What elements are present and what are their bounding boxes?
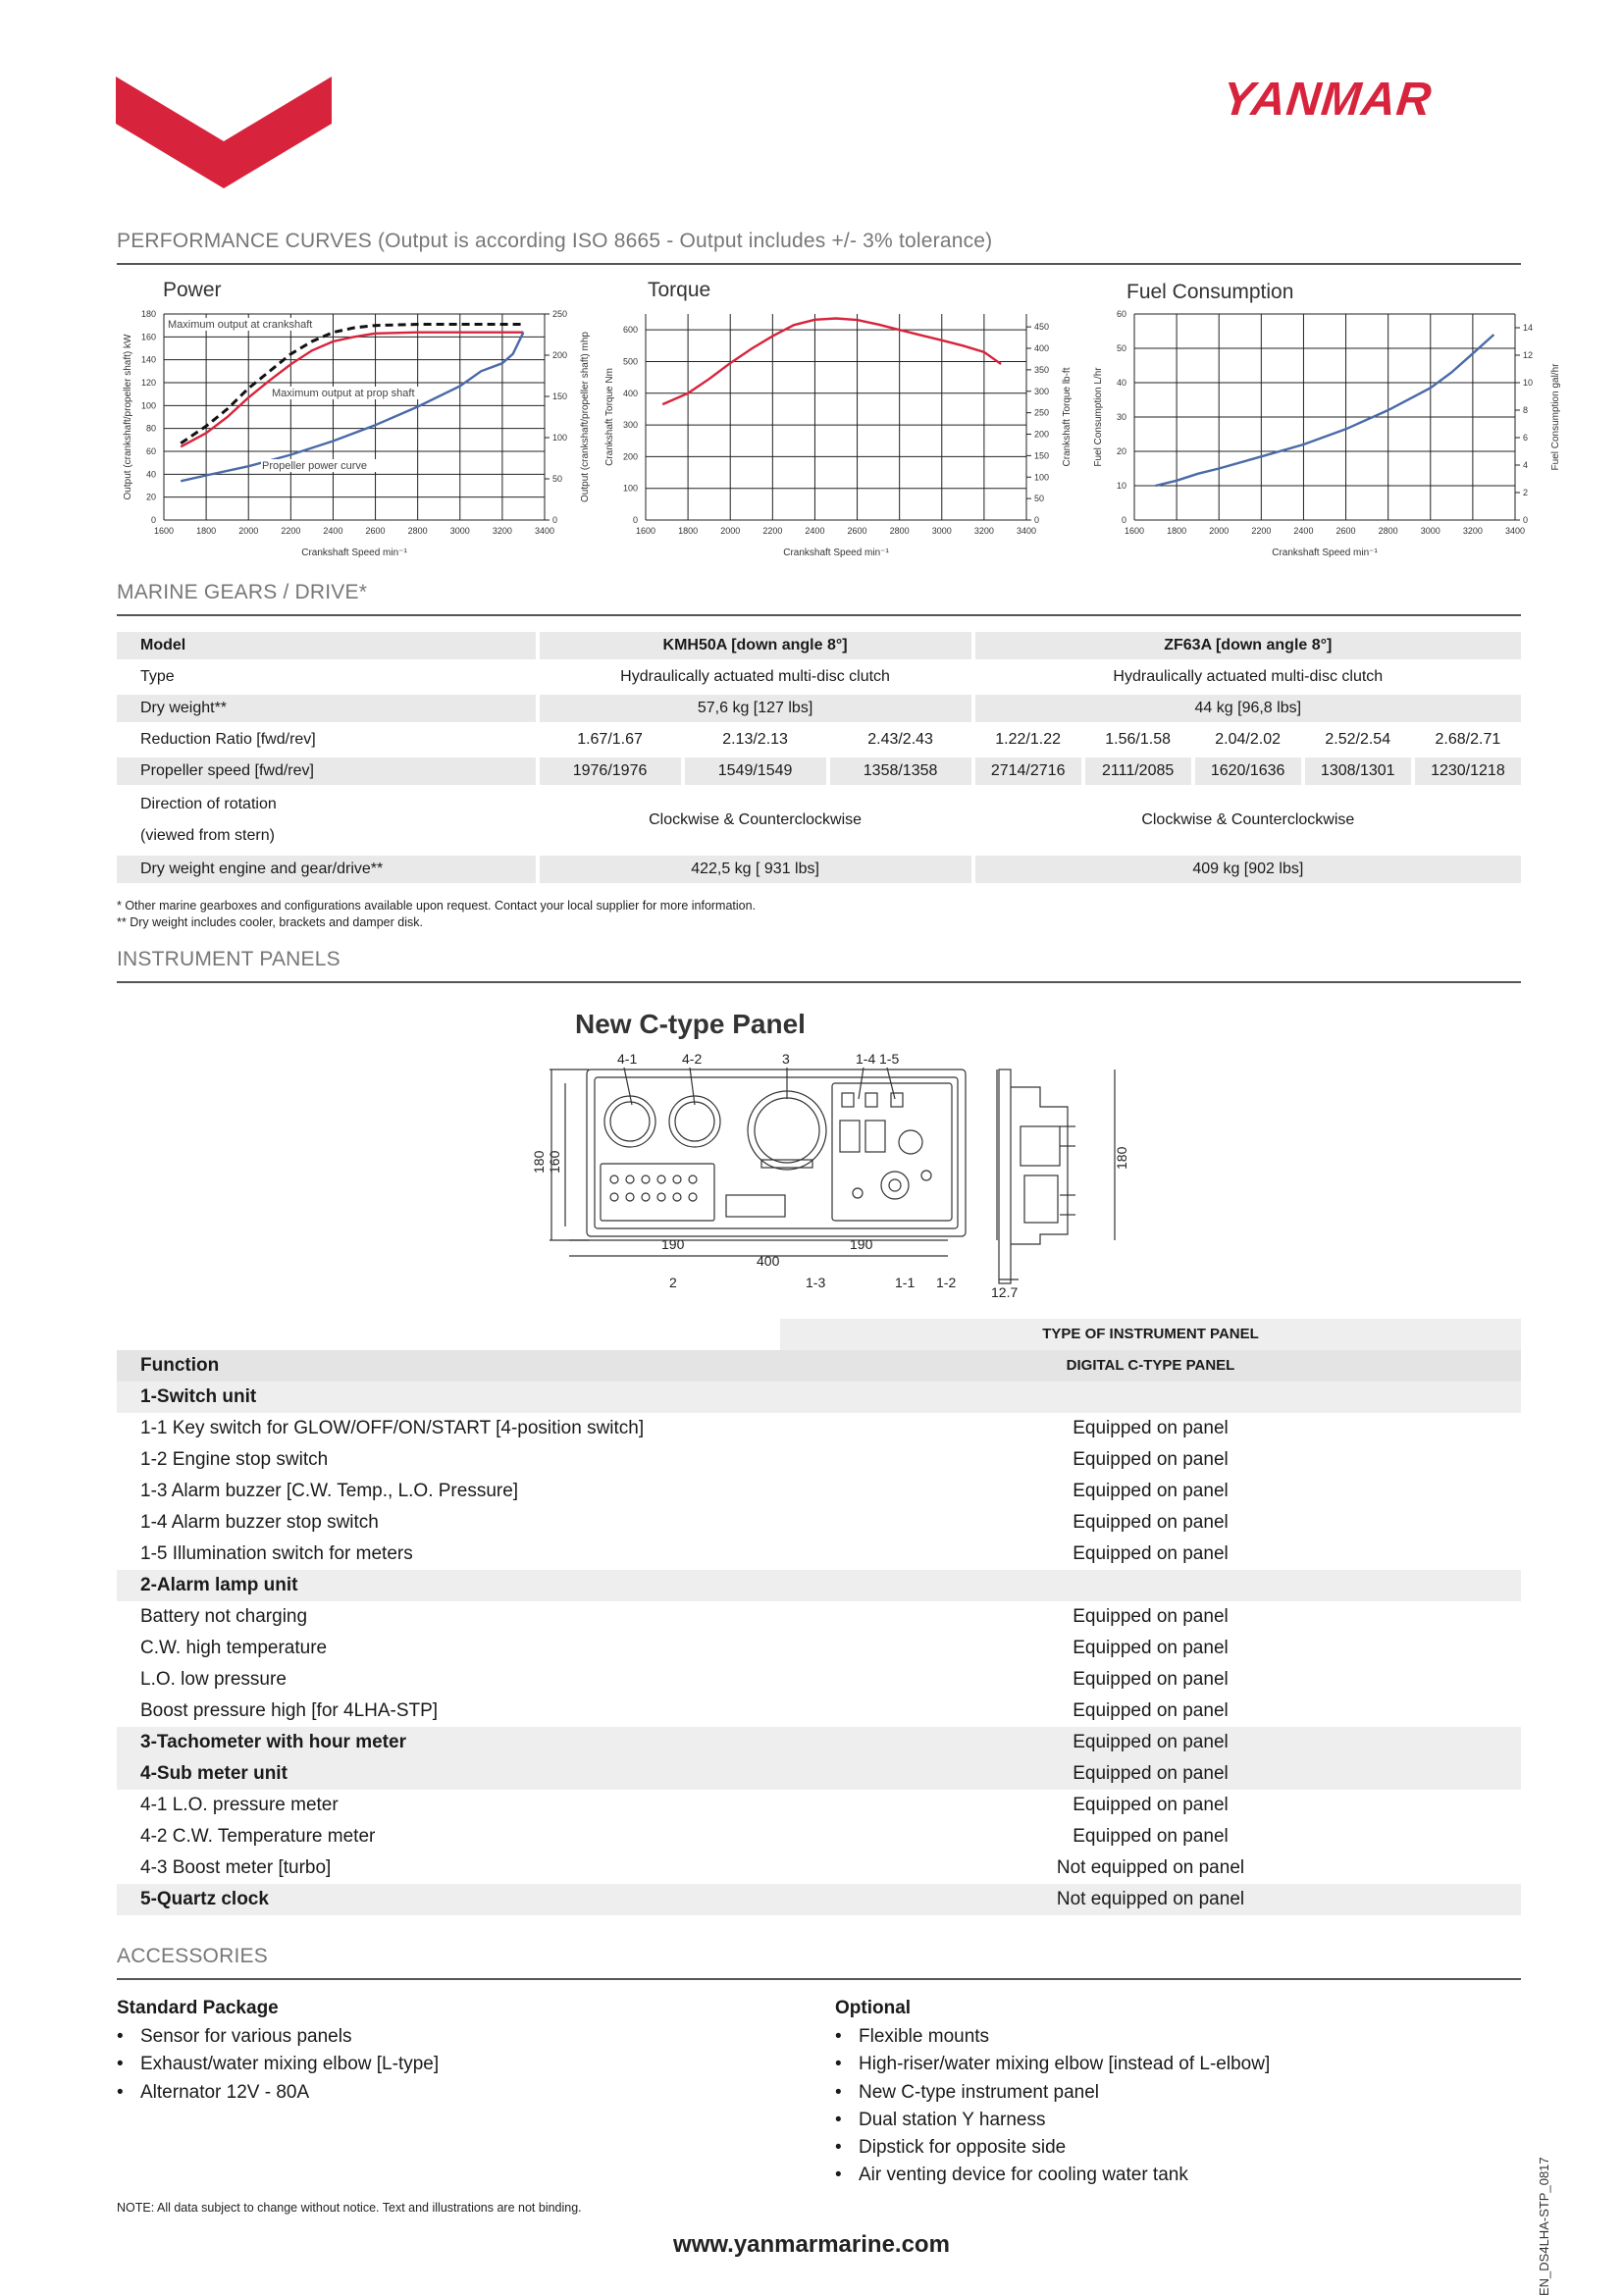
instrument-function: L.O. low pressure [140,1669,287,1690]
prop-speed-value: 1620/1636 [1195,757,1301,785]
gears-table [113,628,1525,887]
y-tick-label: 500 [622,356,638,367]
instrument-function: 5-Quartz clock [140,1889,269,1909]
gears-divider [117,614,1521,616]
x-tick-label: 2000 [720,526,741,536]
x-tick-label: 2400 [805,526,825,536]
chart-annotation: Maximum output at crankshaft [168,319,313,331]
x-axis-title: Crankshaft Speed min⁻¹ [301,548,407,558]
instrument-function: 4-2 C.W. Temperature meter [140,1826,376,1847]
y-tick-label: 160 [140,332,156,342]
prop-speed-value: 1358/1358 [830,757,971,785]
y-tick-label: 60 [145,446,156,456]
instrument-function: 4-Sub meter unit [140,1763,288,1784]
optional-item: • Air venting device for cooling water tank [835,2162,1270,2189]
fuel-chart-title: Fuel Consumption [1126,281,1294,303]
model-zf63a: ZF63A [down angle 8°] [975,632,1521,659]
callout-1-2: 1-2 [936,1275,957,1290]
instrument-function: 1-1 Key switch for GLOW/OFF/ON/START [4-position switch] [140,1418,645,1438]
dry-weight-kmh50a: 57,6 kg [127 lbs] [540,695,971,722]
chart-annotation: Propeller power curve [262,460,367,472]
y-tick-label: 140 [140,354,156,365]
callout-3: 3 [782,1051,790,1067]
gears-section-title: MARINE GEARS / DRIVE* [117,581,368,603]
optional-item: • High-riser/water mixing elbow [instead of L-elbow] [835,2051,1270,2078]
ratio-value: 2.43/2.43 [867,731,933,748]
y-right-tick-label: 10 [1523,378,1534,388]
ratio-value: 2.52/2.54 [1325,731,1391,748]
callout-1-1: 1-1 [895,1275,916,1290]
x-tick-label: 2800 [407,526,428,536]
optional-list [835,2023,1270,2190]
gears-row-prop-speed [117,757,1521,785]
prop-speed-value: 2111/2085 [1085,757,1191,785]
instrument-function: 1-5 Illumination switch for meters [140,1543,413,1564]
direction-label-line1: Direction of rotation [140,796,277,812]
performance-divider [117,263,1521,265]
power-chart [117,300,591,565]
instrument-row [117,1727,1521,1758]
dim-160: 160 [547,1150,562,1174]
direction-label-line2: (viewed from stern) [140,827,275,844]
y-right-tick-label: 150 [552,391,568,401]
y-right-tick-label: 150 [1034,450,1050,461]
callout-1-5: 1-5 [879,1051,900,1067]
ratio-label: Reduction Ratio [fwd/rev] [140,731,316,748]
instrument-availability: Not equipped on panel [1056,1857,1245,1878]
y-right-tick-label: 2 [1523,488,1529,497]
y-right-tick-label: 300 [1034,386,1050,396]
type-of-panel-header: TYPE OF INSTRUMENT PANEL [780,1319,1521,1350]
footer-note: NOTE: All data subject to change without notice. Text and illustrations are not binding. [117,2201,582,2215]
instruments-section-title: INSTRUMENT PANELS [117,948,340,970]
x-tick-label: 2200 [281,526,301,536]
instrument-row [117,1539,1521,1570]
y-tick-label: 30 [1116,412,1126,422]
y-tick-label: 40 [1116,378,1126,388]
x-tick-label: 3000 [449,526,470,536]
y-right-tick-label: 100 [1034,472,1050,483]
callout-2: 2 [669,1275,677,1290]
instrument-availability: Not equipped on panel [1056,1889,1245,1909]
y-tick-label: 60 [1116,309,1126,319]
x-tick-label: 3200 [973,526,994,536]
chart-annotation: Maximum output at prop shaft [272,388,415,399]
prop-speed-value: 2714/2716 [975,757,1081,785]
type-kmh50a: Hydraulically actuated multi-disc clutch [620,668,890,685]
x-tick-label: 2800 [1378,526,1398,536]
instrument-availability: Equipped on panel [1073,1700,1229,1721]
website-link[interactable]: www.yanmarmarine.com [673,2231,950,2258]
ratio-value: 2.68/2.71 [1435,731,1501,748]
x-tick-label: 2400 [1293,526,1314,536]
instrument-function: 3-Tachometer with hour meter [140,1732,406,1752]
y-tick-label: 120 [140,378,156,388]
gears-row-direction [117,789,1521,852]
optional-item: • Dual station Y harness [835,2107,1270,2134]
x-tick-label: 3400 [1016,526,1037,536]
x-tick-label: 1800 [1167,526,1187,536]
prop-speed-value: 1549/1549 [685,757,826,785]
dim-400: 400 [757,1253,780,1269]
instrument-availability: Equipped on panel [1073,1638,1229,1658]
instrument-row [117,1413,1521,1444]
gears-row-dry-weight [117,695,1521,722]
total-weight-label: Dry weight engine and gear/drive** [117,856,536,883]
y-right-tick-label: 450 [1034,322,1050,333]
instrument-row [117,1852,1521,1884]
model-label: Model [117,632,536,659]
y-right-tick-label: 0 [1034,515,1040,525]
x-tick-label: 1600 [1124,526,1145,536]
instrument-availability: Equipped on panel [1073,1669,1229,1690]
instrument-row [117,1884,1521,1915]
standard-item: • Sensor for various panels [117,2023,439,2051]
dim-180-right: 180 [1114,1146,1129,1170]
prop-speed-value: 1976/1976 [540,757,681,785]
instrument-function: Boost pressure high [for 4LHA-STP] [140,1700,439,1721]
power-chart-title: Power [163,279,222,301]
y-tick-label: 20 [145,492,156,502]
instrument-row [117,1476,1521,1507]
gears-row-type [117,663,1521,691]
y-right-tick-label: 6 [1523,433,1529,443]
instrument-row [117,1790,1521,1821]
y-tick-label: 10 [1116,481,1126,491]
x-axis-title: Crankshaft Speed min⁻¹ [783,548,889,558]
instrument-availability: Equipped on panel [1073,1449,1229,1470]
instruments-divider [117,981,1521,983]
y-right-tick-label: 4 [1523,460,1529,470]
instrument-availability: Equipped on panel [1073,1512,1229,1533]
x-tick-label: 2800 [889,526,910,536]
y-tick-label: 180 [140,309,156,319]
x-tick-label: 3000 [931,526,952,536]
y-tick-label: 40 [145,469,156,480]
standard-item: • Exhaust/water mixing elbow [L-type] [117,2051,439,2078]
ratio-value: 1.67/1.67 [577,731,643,748]
gears-footnote-1: * Other marine gearboxes and configurations available upon request. Contact your local supplier for more information. [117,899,757,913]
y-right-tick-label: 250 [1034,407,1050,418]
torque-chart [599,300,1073,565]
instrument-panel-drawing [530,1048,1138,1305]
series-line [1156,335,1494,486]
y-right-tick-label: 100 [552,433,568,443]
x-tick-label: 3400 [1504,526,1526,536]
y-right-tick-label: 400 [1034,343,1050,353]
instrument-table-header [117,1350,1521,1382]
gears-row-ratio [117,726,1521,754]
x-tick-label: 1600 [635,526,656,536]
instrument-function: Battery not charging [140,1606,308,1627]
ratio-value: 1.56/1.58 [1105,731,1171,748]
instrument-function: 1-Switch unit [140,1386,257,1407]
panel-type-column-header: DIGITAL C-TYPE PANEL [1066,1357,1235,1374]
y-tick-label: 0 [1121,515,1126,525]
optional-item: • New C-type instrument panel [835,2079,1270,2107]
dim-180-left: 180 [531,1150,547,1174]
callout-1-4: 1-4 [856,1051,876,1067]
instrument-row [117,1821,1521,1852]
y-tick-label: 80 [145,423,156,434]
prop-speed-value: 1308/1301 [1305,757,1411,785]
x-tick-label: 3200 [1462,526,1483,536]
instrument-function: 1-2 Engine stop switch [140,1449,329,1470]
instrument-availability: Equipped on panel [1073,1543,1229,1564]
instrument-row [117,1664,1521,1696]
function-column-header: Function [140,1355,220,1376]
instrument-availability: Equipped on panel [1073,1795,1229,1815]
instrument-availability: Equipped on panel [1073,1481,1229,1501]
y-tick-label: 200 [622,451,638,462]
y-tick-label: 100 [622,483,638,494]
x-tick-label: 2000 [1209,526,1230,536]
x-tick-label: 2200 [1251,526,1272,536]
standard-package-list [117,2023,439,2107]
instrument-row [117,1570,1521,1601]
y-tick-label: 100 [140,400,156,411]
dim-190-left: 190 [661,1236,685,1252]
yanmar-chevron-logo [116,77,332,190]
instrument-row [117,1696,1521,1727]
x-tick-label: 3200 [492,526,512,536]
series-line [181,333,523,482]
y-right-tick-label: 200 [552,350,568,360]
dim-190-right: 190 [850,1236,873,1252]
x-tick-label: 3400 [534,526,555,536]
type-zf63a: Hydraulically actuated multi-disc clutch [1113,668,1384,685]
direction-label [117,789,536,852]
total-weight-kmh50a: 422,5 kg [ 931 lbs] [540,856,971,883]
prop-speed-label: Propeller speed [fwd/rev] [117,757,536,785]
instrument-row [117,1633,1521,1664]
x-tick-label: 2600 [847,526,867,536]
fuel-chart [1087,300,1561,565]
y-axis-title: Fuel Consumption L/hr [1093,367,1104,467]
y-right-tick-label: 8 [1523,405,1529,415]
y-axis-title: Output (crankshaft/propeller shaft) kW [123,334,133,500]
y-tick-label: 600 [622,325,638,336]
accessories-divider [117,1978,1521,1980]
y-right-tick-label: 50 [1034,494,1045,504]
x-axis-title: Crankshaft Speed min⁻¹ [1272,548,1378,558]
y-tick-label: 20 [1116,446,1126,456]
direction-zf63a: Clockwise & Counterclockwise [1141,811,1355,828]
x-tick-label: 2400 [323,526,343,536]
y-axis-title: Crankshaft Torque Nm [604,368,615,466]
gears-row-total-weight [117,856,1521,883]
y-right-axis-title: Output (crankshaft/propeller shaft) mhp [580,332,591,502]
ratio-value: 2.13/2.13 [722,731,788,748]
accessories-section-title: ACCESSORIES [117,1945,268,1967]
direction-kmh50a: Clockwise & Counterclockwise [649,811,863,828]
optional-title: Optional [835,1998,912,2018]
y-tick-label: 50 [1116,343,1126,353]
x-tick-label: 2200 [762,526,783,536]
x-tick-label: 2000 [238,526,259,536]
instrument-row [117,1444,1521,1476]
standard-item: • Alternator 12V - 80A [117,2079,439,2107]
instrument-function: 1-4 Alarm buzzer stop switch [140,1512,379,1533]
dry-weight-label: Dry weight** [117,695,536,722]
instrument-row [117,1382,1521,1413]
gears-footnote-2: ** Dry weight includes cooler, brackets and damper disk. [117,915,423,929]
y-right-tick-label: 14 [1523,323,1534,333]
yanmar-wordmark: YANMAR [1220,74,1435,126]
instrument-row [117,1507,1521,1539]
optional-item: • Flexible mounts [835,2023,1270,2051]
instrument-function: C.W. high temperature [140,1638,328,1658]
instrument-availability: Equipped on panel [1073,1763,1229,1784]
performance-section-title: PERFORMANCE CURVES (Output is according ISO 8665 - Output includes +/- 3% tolerance) [117,230,993,252]
series-line [181,325,523,444]
torque-chart-title: Torque [648,279,711,301]
optional-item: • Dipstick for opposite side [835,2134,1270,2162]
ratio-value: 2.04/2.02 [1215,731,1281,748]
callout-4-2: 4-2 [682,1051,703,1067]
y-right-tick-label: 250 [552,309,568,319]
instrument-rows [117,1382,1521,1915]
y-right-axis-title: Crankshaft Torque lb-ft [1062,367,1073,467]
dim-12-7: 12.7 [991,1284,1019,1300]
ratio-value: 1.22/1.22 [995,731,1062,748]
y-right-tick-label: 0 [552,515,558,525]
instrument-availability: Equipped on panel [1073,1826,1229,1847]
instrument-function: 4-3 Boost meter [turbo] [140,1857,332,1878]
instrument-function: 2-Alarm lamp unit [140,1575,298,1595]
instrument-function: 1-3 Alarm buzzer [C.W. Temp., L.O. Pressure] [140,1481,519,1501]
model-kmh50a: KMH50A [down angle 8°] [540,632,971,659]
x-tick-label: 2600 [365,526,386,536]
y-tick-label: 0 [632,515,638,525]
gears-row-model [117,632,1521,659]
y-tick-label: 400 [622,388,638,398]
instrument-availability: Equipped on panel [1073,1606,1229,1627]
x-tick-label: 2600 [1335,526,1356,536]
callout-1-3: 1-3 [806,1275,826,1290]
instrument-row [117,1601,1521,1633]
instrument-functions-table [117,1350,1521,1915]
dry-weight-zf63a: 44 kg [96,8 lbs] [975,695,1521,722]
x-tick-label: 1800 [196,526,217,536]
x-tick-label: 1800 [678,526,699,536]
x-tick-label: 3000 [1420,526,1440,536]
y-right-tick-label: 200 [1034,429,1050,440]
y-right-tick-label: 350 [1034,364,1050,375]
prop-speed-value: 1230/1218 [1415,757,1521,785]
type-label: Type [140,668,175,685]
y-right-tick-label: 50 [552,474,563,484]
y-tick-label: 0 [150,515,156,525]
instrument-availability: Equipped on panel [1073,1418,1229,1438]
y-right-tick-label: 12 [1523,350,1534,360]
y-right-axis-title: Fuel Consumption gal/hr [1550,363,1561,471]
instrument-availability: Equipped on panel [1073,1732,1229,1752]
standard-package-title: Standard Package [117,1998,279,2018]
callout-4-1: 4-1 [617,1051,638,1067]
instrument-row [117,1758,1521,1790]
instrument-function: 4-1 L.O. pressure meter [140,1795,339,1815]
x-tick-label: 1600 [153,526,175,536]
panel-title: New C-type Panel [575,1009,806,1039]
document-code: EN_DS4LHA-STP_0817 [1537,2157,1551,2296]
y-tick-label: 300 [622,420,638,431]
total-weight-zf63a: 409 kg [902 lbs] [975,856,1521,883]
y-right-tick-label: 0 [1523,515,1529,525]
